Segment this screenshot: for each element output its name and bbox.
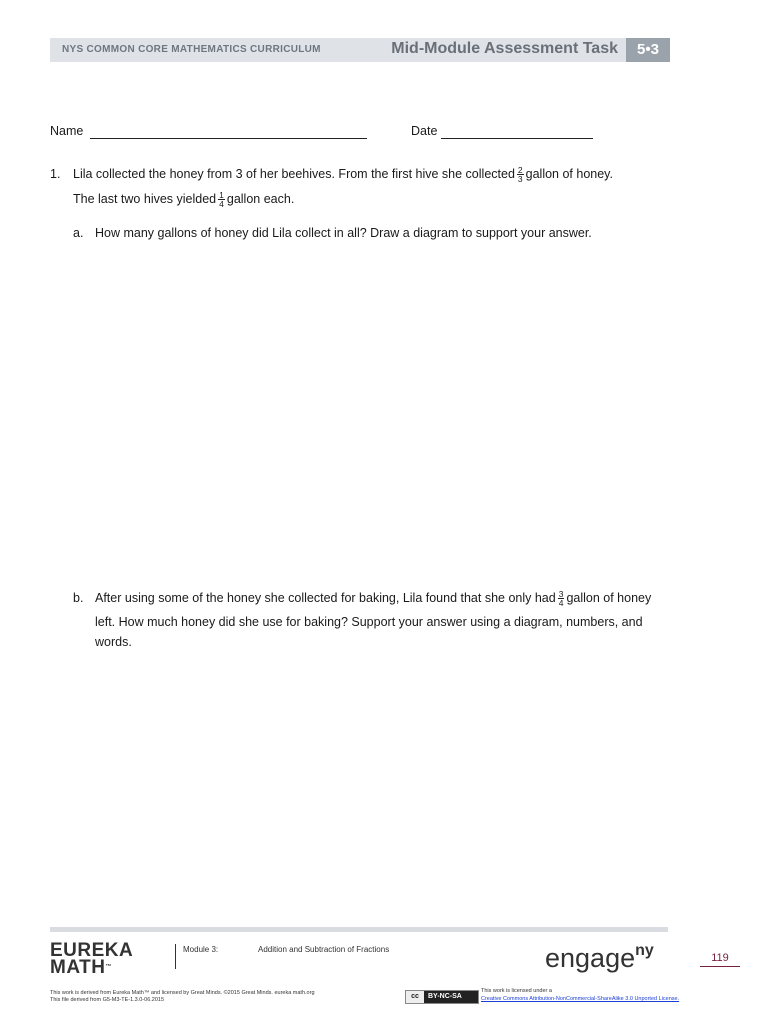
cc-badge-text: BY-NC-SA (428, 993, 462, 1000)
credit-line-1: This work is derived from Eureka Math™ and licensed by Great Minds. ©2015 Great Minds. eureka math.org (50, 990, 315, 996)
part-b-line-3: words. (95, 635, 132, 649)
cc-license-badge (405, 990, 479, 1004)
part-b-letter: b. (73, 591, 84, 605)
eureka-math-logo (50, 942, 133, 976)
frac-num: 2 (517, 165, 523, 176)
question-number: 1. (50, 167, 61, 181)
footer-rule (50, 927, 668, 932)
task-title: Mid-Module Assessment Task (391, 40, 618, 57)
engageny-logo (545, 942, 654, 974)
footer-divider (175, 944, 176, 969)
name-label: Name (50, 124, 84, 138)
part-a-answer-area[interactable] (95, 250, 670, 570)
name-field[interactable] (90, 138, 367, 139)
page-number: 119 (700, 952, 740, 967)
frac-den: 4 (219, 199, 224, 210)
header-bar (50, 38, 670, 62)
curriculum-title: NYS COMMON CORE MATHEMATICS CURRICULUM (62, 44, 321, 55)
part-b-line-1 (95, 590, 685, 607)
module-badge: 5•3 (626, 38, 670, 62)
part-a-text: How many gallons of honey did Lila collect in all? Draw a diagram to support your answer. (95, 226, 592, 240)
engage-ny: ny (635, 942, 654, 959)
date-field[interactable] (441, 138, 593, 139)
license-text (481, 987, 679, 1003)
fraction-one-quarter (218, 191, 225, 208)
fraction-three-quarters (558, 590, 565, 607)
fraction-two-thirds (517, 166, 524, 183)
logo-line-2: MATH (50, 957, 106, 978)
part-b-answer-area[interactable] (95, 660, 670, 910)
question-line-1 (73, 166, 673, 183)
credit-text (50, 990, 315, 1004)
q1-text-a: Lila collected the honey from 3 of her beehives. From the first hive she collected (73, 167, 515, 181)
question-line-2 (73, 191, 673, 208)
part-a-letter: a. (73, 226, 84, 240)
date-label: Date (411, 124, 438, 138)
q1-text-d: gallon each. (226, 192, 295, 206)
logo-tm: ™ (105, 964, 112, 970)
pb-text-a: After using some of the honey she collected for baking, Lila found that she only had (95, 591, 556, 605)
part-b-line-2: left. How much honey did she use for baking? Support your answer using a diagram, numbers, and (95, 615, 643, 629)
frac-num: 3 (558, 589, 564, 600)
frac-den: 3 (517, 174, 523, 185)
q1-text-b: gallon of honey. (525, 167, 613, 181)
q1-text-c: The last two hives yielded (73, 192, 217, 206)
logo-line-1: EUREKA (50, 940, 134, 961)
module-label: Module 3: (183, 945, 219, 954)
module-title: Addition and Subtraction of Fractions (258, 945, 390, 954)
engage-word: engage (545, 943, 636, 973)
pb-text-b: gallon of honey (566, 591, 652, 605)
credit-line-2: This file derived from G5-M3-TE-1.3.0-06.2015 (50, 997, 165, 1003)
frac-num: 1 (219, 190, 224, 201)
cc-icon: cc (406, 991, 424, 1003)
license-link[interactable]: Creative Commons Attribution-NonCommercial-ShareAlike 3.0 Unported License. (481, 996, 680, 1002)
license-line-1: This work is licensed under a (481, 988, 552, 994)
frac-den: 4 (558, 598, 564, 609)
